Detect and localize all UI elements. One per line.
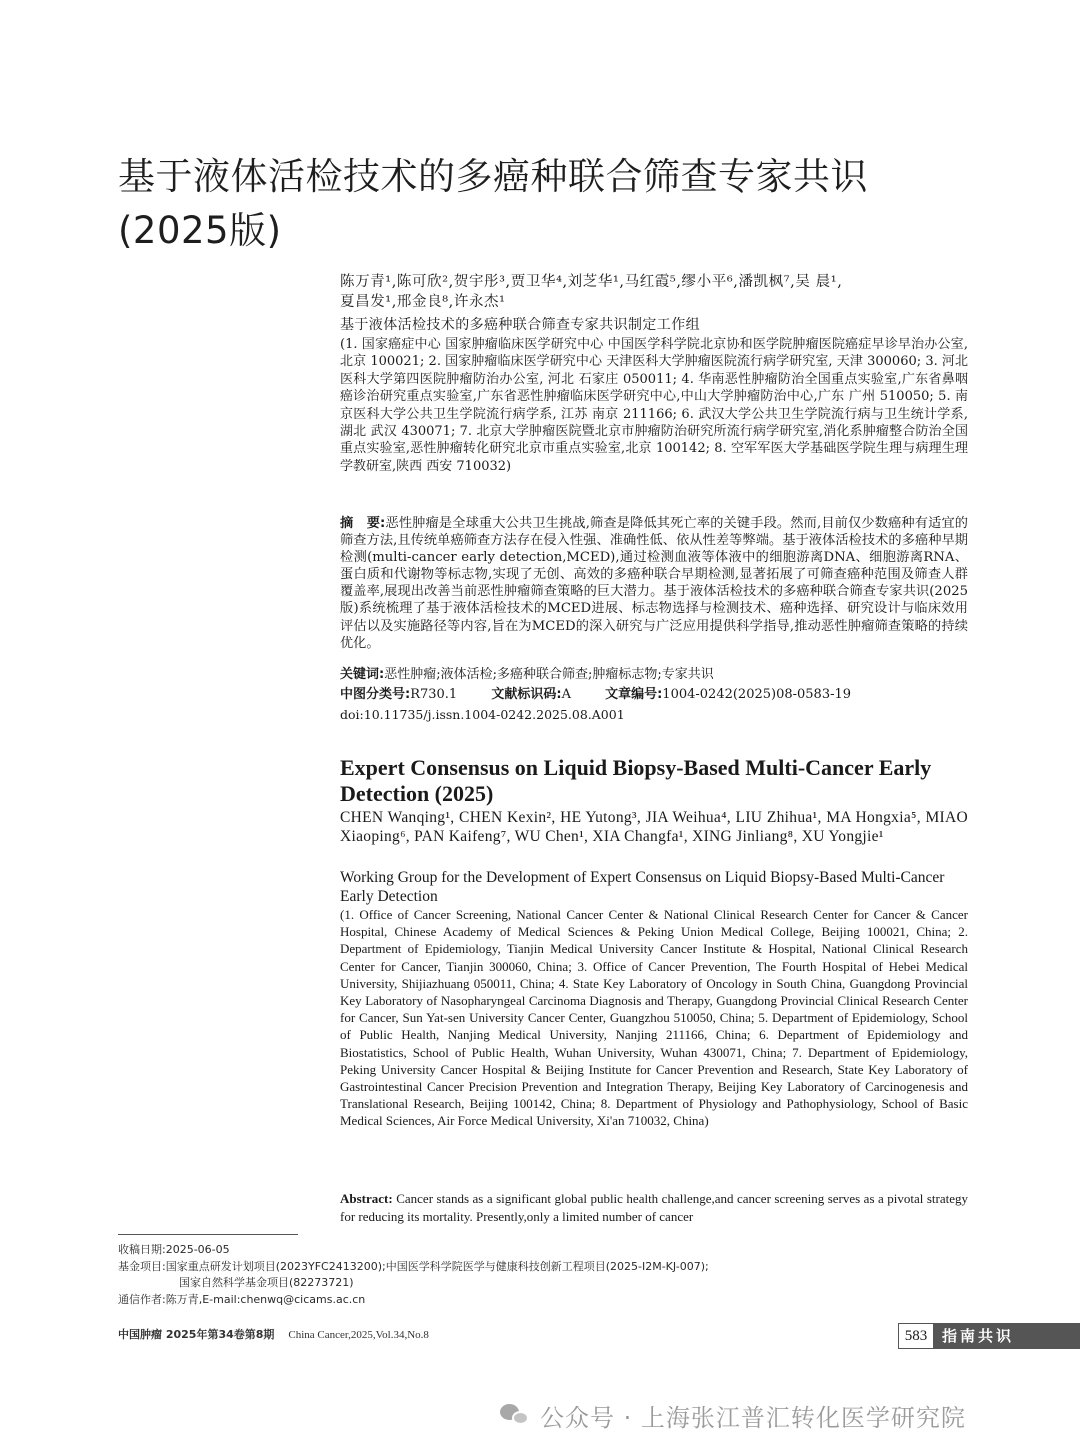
wechat-icon	[500, 1402, 530, 1428]
page-number: 583	[898, 1323, 934, 1349]
clc-label: 中图分类号:	[340, 687, 411, 702]
affiliations-cn: (1. 国家癌症中心 国家肿瘤临床医学研究中心 中国医学科学院北京协和医学院肿瘤医院癌症早诊早治办公室, 北京 100021; 2. 国家肿瘤临床医学研究中心 天津医科大学肿瘤医院流行病学研究室, 天津 300060; 3. 河北医科大学第四医院肿瘤防治办公室, 河北 石家庄 050011; 4. 华南恶性肿瘤防治全国重点实验室,广东省鼻咽癌诊治研究重点实验室,广东省恶性肿瘤临床医学研究中心,中山大学肿瘤防治中心,广东 广州 510050; 5. 南京医科大学公共卫生学院流行病学系, 江苏 南京 211166; 6. 武汉大学公共卫生学院流行病与卫生统计学系,湖北 武汉 430071; 7. 北京大学肿瘤医院暨北京市肿瘤防治研究所流行病学研究室,消化系肿瘤整合防治全国重点实验室,恶性肿瘤转化研究北京市重点实验室,北京 100142; 8. 空军军医大学基础医学院生理与病理生理学教研室,陕西 西安 710032)	[340, 337, 968, 474]
journal-en: China Cancer,2025,Vol.34,No.8	[288, 1329, 429, 1341]
working-group-cn: 基于液体活检技术的多癌种联合筛查专家共识制定工作组	[340, 317, 700, 333]
authors-cn-line-2: 夏昌发¹,邢金良⁸,许永杰¹	[340, 294, 506, 310]
abstract-cn-label: 摘 要:	[340, 516, 386, 531]
article-no-label: 文章编号:	[605, 687, 663, 702]
doc-code-label: 文献标识码:	[491, 687, 562, 702]
affiliations-en: (1. Office of Cancer Screening, National Cancer Center & National Clinical Research Center for Cancer & Cancer Hospital, Chinese Academy of Medical Sciences & Peking Union Medical College, Beijing 100021, China; 2. Department of Epidemiology, Tianjin Medical University Cancer Institute & Hospital, National Clinical Research Center for Cancer, Tianjin 300060, China; 3. Office of Cancer Prevention, The Fourth Hospital of Hebei Medical University, Shijiazhuang 050011, China; 4. State Key Laboratory of Oncology in South China, Guangdong Provincial Key Laboratory of Nasopharyngeal Carcinoma Diagnosis and Therapy, Guangdong Provincial Clinical Research Center for Cancer, Sun Yat-sen University Cancer Center, Guangzhou 510050, China; 5. Department of Epidemiology, School of Public Health, Nanjing Medical University, Nanjing 211166, China; 6. Department of Epidemiology and Biostatistics, School of Public Health, Wuhan University, Wuhan 430071, China; 7. Department of Epidemiology, Peking University Cancer Hospital & Beijing Institute for Cancer Prevention and Research, State Key Laboratory of Gastrointestinal Cancer Precision Prevention and Integration Therapy, Beijing Key Laboratory of Carcinogenesis and Translational Research, Beijing 100142, China; 8. Department of Physiology and Pathophysiology, School of Basic Medical Sciences, Air Force Medical University, Xi'an 710032, China)	[340, 907, 968, 1129]
watermark-text: 公众号 · 上海张江普汇转化医学研究院	[540, 1403, 966, 1432]
paper-title-cn	[118, 150, 1018, 258]
authors-cn	[340, 272, 968, 312]
title-line-1: 基于液体活检技术的多癌种联合筛查专家共识	[118, 155, 868, 198]
paper-title-en: Expert Consensus on Liquid Biopsy-Based Multi-Cancer Early Detection (2025)	[340, 755, 932, 806]
keywords-cn-text: 恶性肿瘤;液体活检;多癌种联合筛查;肿瘤标志物;专家共识	[384, 667, 714, 682]
article-no-value: 1004-0242(2025)08-0583-19	[662, 687, 852, 702]
abstract-cn	[340, 515, 968, 652]
keywords-cn	[340, 666, 968, 683]
funding-line-1: 基金项目:国家重点研发计划项目(2023YFC2413200);中国医学科学院医学与健康科技创新工程项目(2025-I2M-KJ-007);	[118, 1259, 709, 1273]
authors-cn-line-1: 陈万青¹,陈可欣²,贺宇彤³,贾卫华⁴,刘芝华¹,马红霞⁵,缪小平⁶,潘凯枫⁷,吴 晨¹,	[340, 274, 843, 290]
doc-code-value: A	[561, 687, 571, 702]
classification-line	[340, 686, 968, 703]
journal-footer	[118, 1327, 429, 1343]
received-date: 收稿日期:2025-06-05	[118, 1243, 230, 1256]
abstract-en	[340, 1190, 968, 1226]
abstract-cn-text: 恶性肿瘤是全球重大公共卫生挑战,筛查是降低其死亡率的关键手段。然而,目前仅少数癌种有适宜的筛查方法,且传统单癌筛查方法存在侵入性强、准确性低、依从性差等弊端。基于液体活检技术的多癌种早期检测(multi-cancer early detection,MCED),通过检测血液等体液中的细胞游离DNA、细胞游离RNA、蛋白质和代谢物等标志物,实现了无创、高效的多癌种联合早期检测,显著拓展了可筛查癌种范围及筛查人群覆盖率,展现出改善当前恶性肿瘤筛查策略的巨大潜力。基于液体活检技术的多癌种联合筛查专家共识(2025版)系统梳理了基于液体活检技术的MCED进展、标志物选择与检测技术、癌种选择、研究设计与临床效用评估以及实施路径等内容,旨在为MCED的深入研究与广泛应用提供科学指导,推动恶性肿瘤筛查策略的持续优化。	[340, 516, 968, 651]
funding-line-2: 国家自然科学基金项目(82273721)	[179, 1276, 354, 1289]
footnote-divider	[118, 1234, 298, 1235]
abstract-en-label: Abstract:	[340, 1191, 393, 1206]
keywords-cn-label: 关键词:	[340, 667, 385, 682]
title-line-2: (2025版)	[118, 209, 282, 252]
clc-value: R730.1	[410, 687, 458, 702]
journal-cn: 中国肿瘤 2025年第34卷第8期	[118, 1328, 275, 1341]
abstract-en-text: Cancer stands as a significant global public health challenge,and cancer screening serves as a pivotal strategy for reducing its mortality. Presently,only a limited number of cancer	[340, 1191, 968, 1224]
footnotes	[118, 1242, 878, 1308]
section-tag: 指南共识	[934, 1323, 1080, 1349]
watermark	[500, 1395, 966, 1435]
doi: doi:10.11735/j.issn.1004-0242.2025.08.A001	[340, 707, 625, 722]
working-group-en: Working Group for the Development of Expert Consensus on Liquid Biopsy-Based Multi-Cancer Early Detection	[340, 869, 945, 905]
authors-en: CHEN Wanqing¹, CHEN Kexin², HE Yutong³, JIA Weihua⁴, LIU Zhihua¹, MA Hongxia⁵, MIAO Xiaoping⁶, PAN Kaifeng⁷, WU Chen¹, XIA Changfa¹, XING Jinliang⁸, XU Yongjie¹	[340, 809, 968, 845]
corresponding-author: 通信作者:陈万青,E-mail:chenwq@cicams.ac.cn	[118, 1292, 366, 1306]
